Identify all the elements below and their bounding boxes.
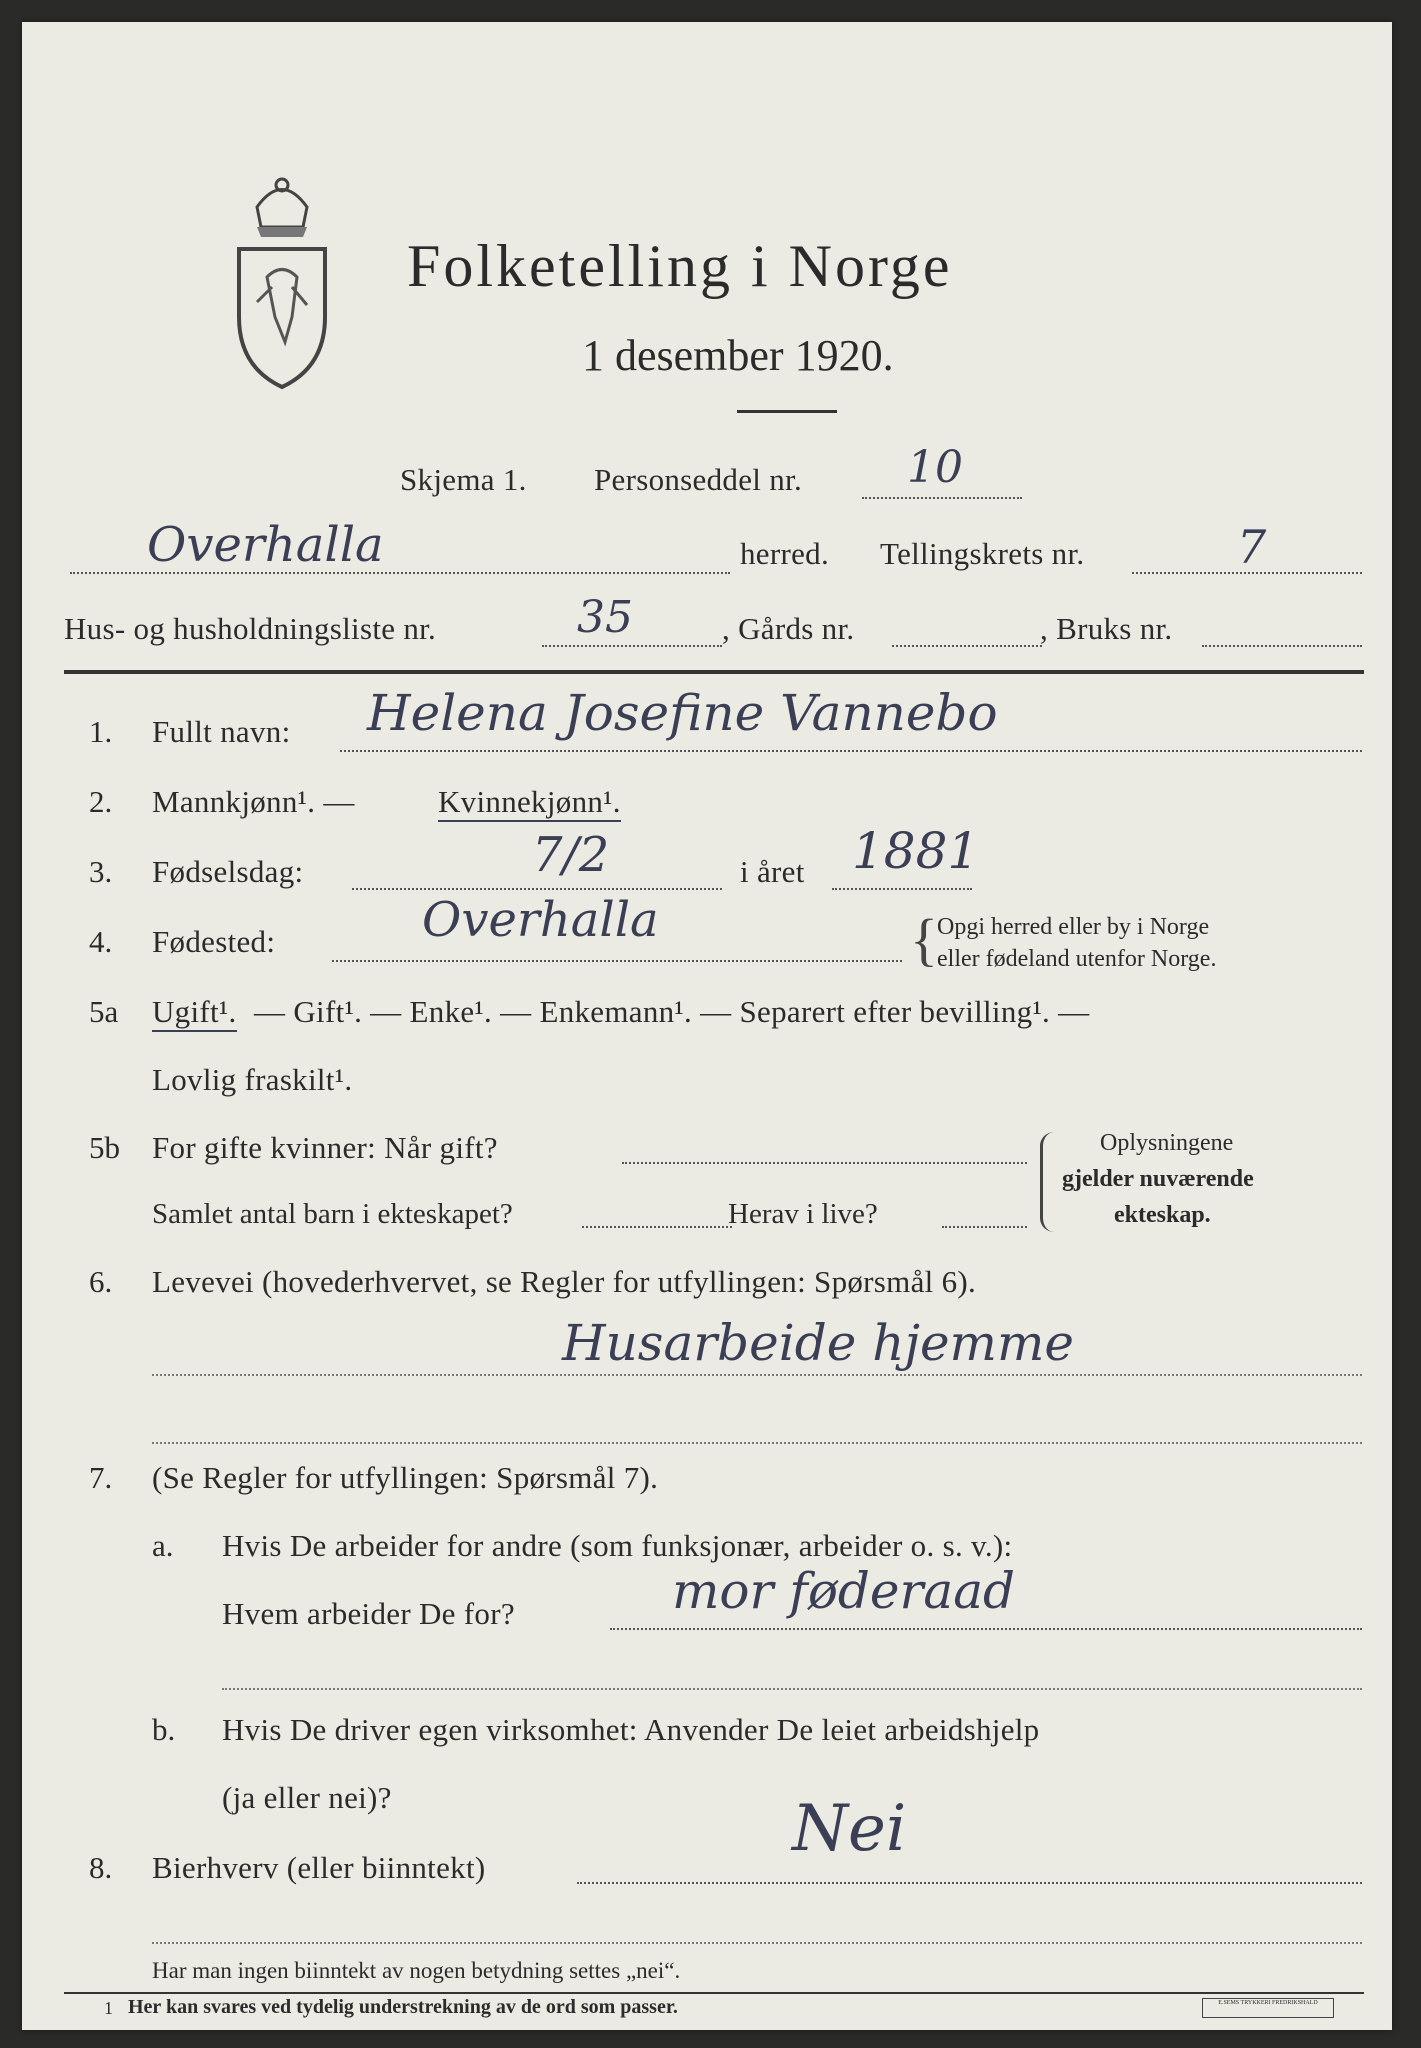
form-date: 1 desember 1920. xyxy=(582,331,894,380)
q7a-number: a. xyxy=(152,1528,174,1563)
footnote-number: 1 xyxy=(104,1998,113,2018)
tellingskrets-label: Tellingskrets nr. xyxy=(880,536,1085,571)
q7a-field-line-2 xyxy=(222,1688,1362,1690)
q3-year-value[interactable]: 1881 xyxy=(852,822,980,880)
q5b-bracket xyxy=(1040,1132,1057,1232)
q6-field-line-2 xyxy=(152,1442,1362,1444)
q5b-label-antal-barn: Samlet antal barn i ekteskapet? xyxy=(152,1198,513,1230)
personseddel-field-line xyxy=(862,497,1022,499)
q8-value[interactable]: Nei xyxy=(792,1792,907,1866)
q7a-value[interactable]: mor føderaad xyxy=(672,1562,1016,1620)
q8-field-line xyxy=(577,1882,1362,1884)
q5a-options[interactable]: — Gift¹. — Enke¹. — Enkemann¹. — Separert efter bevilling¹. — xyxy=(254,994,1090,1029)
q7a-field-line xyxy=(610,1628,1362,1630)
footer-note: Har man ingen biinntekt av nogen betydning settes „nei“. xyxy=(152,1958,681,1983)
q6-number: 6. xyxy=(89,1264,113,1299)
herred-value[interactable]: Overhalla xyxy=(147,517,384,573)
q1-label: Fullt navn: xyxy=(152,714,291,749)
q6-value[interactable]: Husarbeide hjemme xyxy=(562,1314,1074,1372)
q5b-label-herav: Herav i live? xyxy=(728,1198,878,1230)
q5a-option-ugift[interactable]: Ugift¹. xyxy=(152,994,237,1032)
q5b-antal-barn-field-line xyxy=(582,1226,732,1228)
bruks-field-line xyxy=(1202,645,1362,647)
footer-rule xyxy=(64,1992,1364,1994)
title-divider xyxy=(737,410,837,413)
q5a-number: 5a xyxy=(89,994,119,1029)
q8-number: 8. xyxy=(89,1850,113,1885)
q3-label: Fødselsdag: xyxy=(152,854,304,889)
q4-brace: { xyxy=(910,907,938,972)
footnote-text: Her kan svares ved tydelig understrekning av de ord som passer. xyxy=(128,1996,678,2018)
q7b-text: Hvis De driver egen virksomhet: Anvender De leiet arbeidshjelp xyxy=(222,1712,1040,1747)
bruks-label: , Bruks nr. xyxy=(1040,611,1173,646)
q1-number: 1. xyxy=(89,714,113,749)
q7a-question: Hvem arbeider De for? xyxy=(222,1596,515,1631)
q5b-number: 5b xyxy=(89,1130,120,1165)
q8-field-line-2 xyxy=(152,1942,1362,1944)
header-rule xyxy=(64,670,1364,674)
q6-label: Levevei (hovederhvervet, se Regler for utfyllingen: Spørsmål 6). xyxy=(152,1264,977,1299)
husliste-field-line xyxy=(542,645,722,647)
q7-number: 7. xyxy=(89,1460,113,1495)
census-form-page xyxy=(22,22,1392,2030)
q5b-note-2: gjelder nuværende xyxy=(1062,1166,1254,1192)
q5b-herav-field-line xyxy=(942,1226,1027,1228)
q4-note-1: Opgi herred eller by i Norge xyxy=(937,914,1210,940)
q3-date-field-line xyxy=(352,888,722,890)
q4-note-2: eller fødeland utenfor Norge. xyxy=(937,946,1217,972)
q7a-text: Hvis De arbeider for andre (som funksjonær, arbeider o. s. v.): xyxy=(222,1528,1013,1563)
form-title: Folketelling i Norge xyxy=(407,233,953,299)
q2-option-kvinne[interactable]: Kvinnekjønn¹. xyxy=(438,784,621,822)
q7b-question: (ja eller nei)? xyxy=(222,1780,392,1815)
gards-label: , Gårds nr. xyxy=(722,611,855,646)
q1-field-line xyxy=(340,750,1362,752)
q3-year-field-line xyxy=(832,888,972,890)
q4-number: 4. xyxy=(89,924,113,959)
gards-field-line xyxy=(892,645,1042,647)
husliste-value[interactable]: 35 xyxy=(577,592,633,643)
q6-field-line-1 xyxy=(152,1374,1362,1376)
skjema-label: Skjema 1. xyxy=(400,462,527,497)
q5a-option-fraskilt[interactable]: Lovlig fraskilt¹. xyxy=(152,1062,353,1097)
q5b-note-3: ekteskap. xyxy=(1114,1202,1211,1228)
personseddel-value[interactable]: 10 xyxy=(907,442,963,493)
q4-field-line xyxy=(332,960,902,962)
q5b-note-1: Oplysningene xyxy=(1100,1130,1234,1156)
q4-label: Fødested: xyxy=(152,924,276,959)
q1-value[interactable]: Helena Josefine Vannebo xyxy=(367,684,998,742)
q3-value[interactable]: 7/2 xyxy=(532,827,610,883)
tellingskrets-value[interactable]: 7 xyxy=(1237,520,1267,574)
q5b-naar-gift-field-line xyxy=(622,1162,1027,1164)
q2-number: 2. xyxy=(89,784,113,819)
q3-number: 3. xyxy=(89,854,113,889)
q7-label: (Se Regler for utfyllingen: Spørsmål 7). xyxy=(152,1460,659,1495)
q7b-number: b. xyxy=(152,1712,176,1747)
husliste-label: Hus- og husholdningsliste nr. xyxy=(64,611,437,646)
q3-year-label: i året xyxy=(740,854,805,889)
coat-of-arms-icon xyxy=(227,167,337,397)
q2-option-mann[interactable]: Mannkjønn¹. — xyxy=(152,784,355,819)
personseddel-label: Personseddel nr. xyxy=(594,462,802,497)
q4-value[interactable]: Overhalla xyxy=(422,892,659,948)
q8-label: Bierhverv (eller biinntekt) xyxy=(152,1850,486,1885)
q5b-label-naar-gift: For gifte kvinner: Når gift? xyxy=(152,1130,498,1165)
printer-mark: E.SEMS TRYKKERI FREDRIKSHALD xyxy=(1202,1998,1334,2018)
herred-label: herred. xyxy=(740,536,830,571)
